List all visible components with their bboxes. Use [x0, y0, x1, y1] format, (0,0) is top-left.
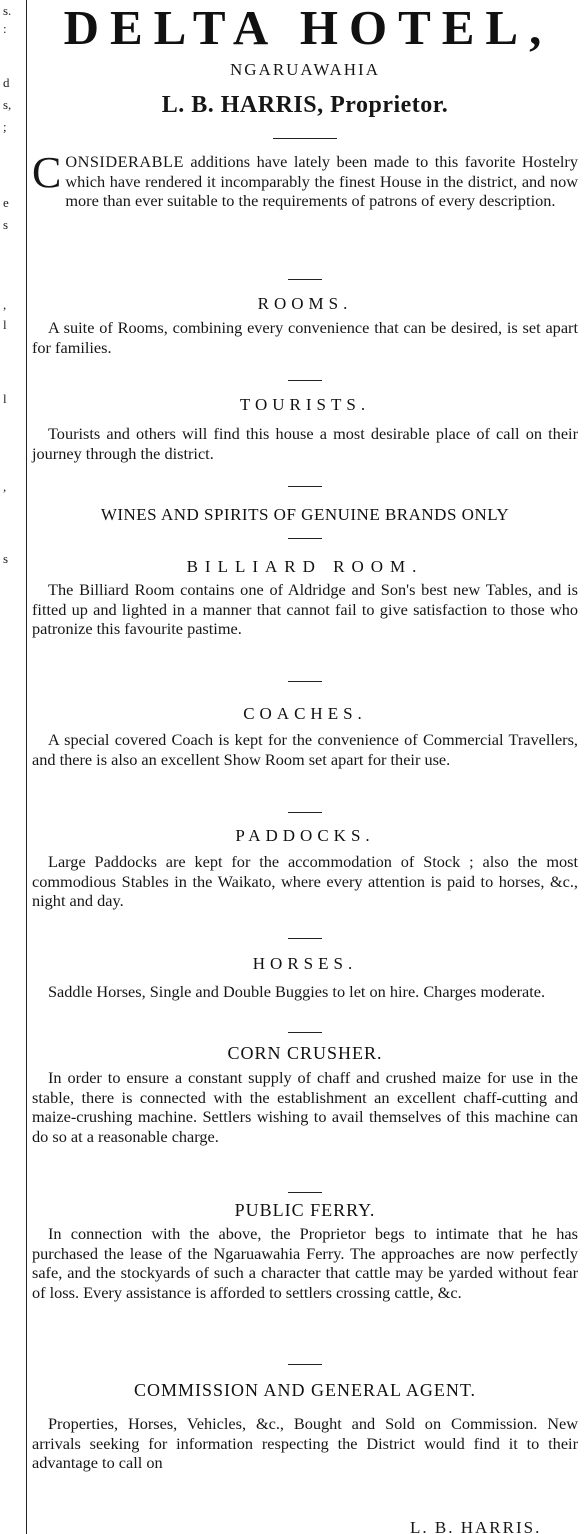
hotel-advertisement [30, 0, 580, 1534]
signature: L. B. HARRIS. [410, 1518, 542, 1534]
margin-fragment: d [3, 75, 10, 90]
margin-fragment: s [3, 551, 9, 566]
paddocks-text: Large Paddocks are kept for the accommodation of Stock ; also the most commodious Stables in the Waikato, where every attention is paid to horses, &c., night and day. [32, 852, 578, 911]
corn-crusher-paragraph [32, 1068, 578, 1146]
public-ferry-text: In connection with the above, the Proprietor begs to intimate that he has purchased the lease of the Ngaruawahia Ferry. The approaches are now perfectly safe, and the stockyards of such a character that cattle may be yarded without fear of loss. Every assistance is afforded to settlers crossing cattle, &c. [32, 1224, 578, 1302]
tourists-paragraph [32, 424, 578, 463]
intro-first-word: ONSIDERABLE [65, 152, 184, 171]
margin-fragment: : [3, 21, 7, 36]
horses-paragraph [32, 982, 578, 1002]
drop-cap: C [32, 148, 62, 197]
corn-crusher-heading: CORN CRUSHER. [227, 1043, 383, 1063]
intro-text: additions have lately been made to this favorite Hostelry which have rendered it incomparably the finest House in the district, and now more than ever suitable to the requirements of patrons of every description. [65, 152, 578, 211]
coaches-text: A special covered Coach is kept for the convenience of Commercial Travellers, and there is also an excellent Show Room set apart for their use. [32, 730, 578, 769]
section-divider [273, 138, 337, 139]
section-divider [288, 938, 322, 939]
billiard-heading: BILLIARD ROOM. [186, 557, 424, 576]
hotel-location: NGARUAWAHIA [229, 60, 380, 79]
margin-fragment: l [3, 391, 7, 406]
margin-fragment: e [3, 195, 9, 210]
margin-fragment: , [3, 297, 7, 312]
margin-fragment: l [3, 317, 7, 332]
public-ferry-heading: PUBLIC FERRY. [234, 1200, 376, 1220]
paddocks-paragraph [32, 852, 578, 911]
hotel-name: DELTA HOTEL, [63, 0, 553, 55]
section-divider [288, 1032, 322, 1033]
adjacent-column-edge [0, 0, 27, 1534]
tourists-text: Tourists and others will find this house a most desirable place of call on their journey through the district. [32, 424, 578, 463]
coaches-heading: COACHES. [243, 704, 367, 723]
billiard-text: The Billiard Room contains one of Aldridge and Son's best new Tables, and is fitted up and lighted in a manner that cannot fail to give satisfaction to those who patronize this favourite pastime. [32, 580, 578, 639]
margin-fragment: s. [3, 3, 12, 18]
proprietor-line: L. B. HARRIS, Proprietor. [161, 92, 449, 118]
margin-fragment: s, [3, 97, 12, 112]
commission-agent-paragraph [32, 1414, 578, 1473]
billiard-paragraph [32, 580, 578, 639]
section-divider [288, 681, 322, 682]
section-divider [288, 1364, 322, 1365]
corn-crusher-text: In order to ensure a constant supply of chaff and crushed maize for use in the stable, there is connected with the establishment an excellent chaff-cutting and maize-crushing machine. Settlers wishing to avail themselves of this machine can do so at a reasonable charge. [32, 1068, 578, 1146]
intro-paragraph [32, 148, 578, 211]
paddocks-heading: PADDOCKS. [235, 826, 375, 845]
horses-text: Saddle Horses, Single and Double Buggies to let on hire. Charges moderate. [48, 982, 546, 1001]
section-divider [288, 380, 322, 381]
section-divider [288, 1192, 322, 1193]
rooms-heading: ROOMS. [257, 294, 353, 313]
public-ferry-paragraph [32, 1224, 578, 1302]
margin-fragment: ; [3, 119, 7, 134]
margin-fragment: , [3, 479, 7, 494]
commission-agent-heading: COMMISSION AND GENERAL AGENT. [133, 1380, 476, 1400]
wines-heading: WINES AND SPIRITS OF GENUINE BRANDS ONLY [100, 505, 510, 524]
section-divider [288, 486, 322, 487]
section-divider [288, 538, 322, 539]
section-divider [288, 279, 322, 280]
margin-fragment: s [3, 217, 9, 232]
rooms-text: A suite of Rooms, combining every convenience that can be desired, is set apart for families. [32, 318, 578, 357]
horses-heading: HORSES. [252, 954, 358, 973]
tourists-heading: TOURISTS. [239, 395, 371, 414]
section-divider [288, 812, 322, 813]
rooms-paragraph [32, 318, 578, 357]
coaches-paragraph [32, 730, 578, 769]
commission-agent-text: Properties, Horses, Vehicles, &c., Bought and Sold on Commission. New arrivals seeking for information respecting the District would find it to their advantage to call on [32, 1414, 578, 1473]
